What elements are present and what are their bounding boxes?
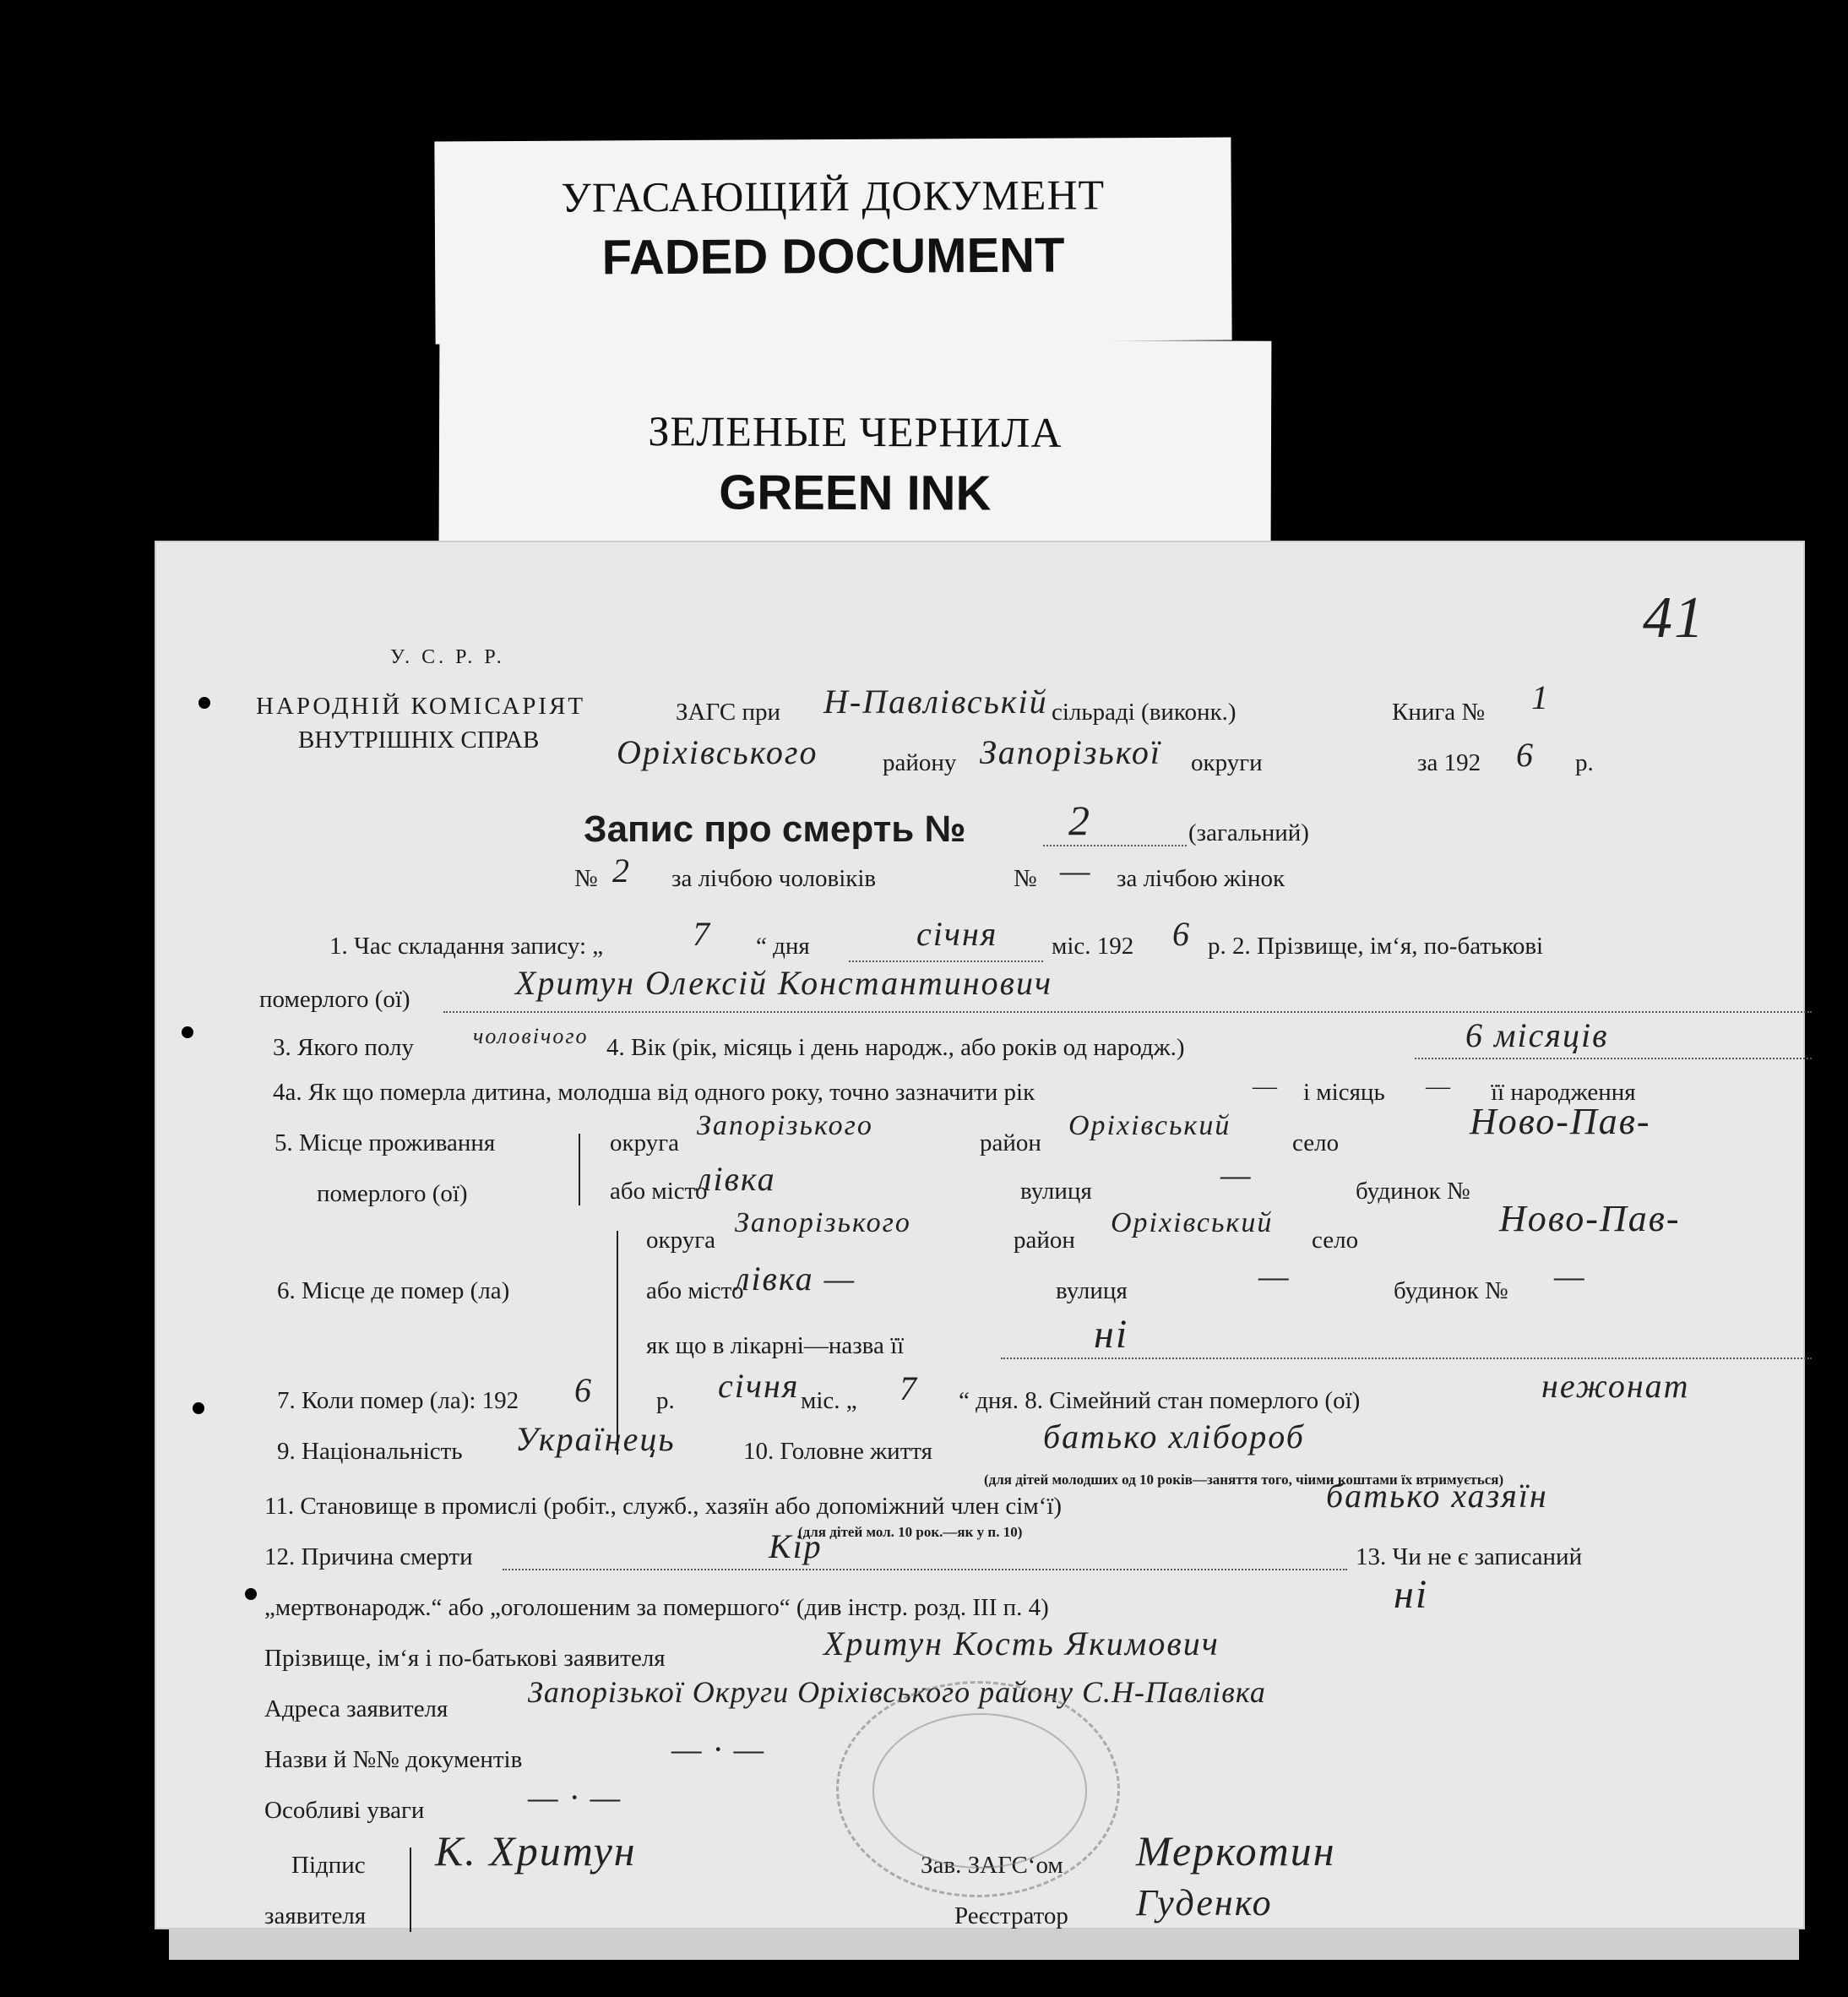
notes-label: Особливі уваги: [264, 1797, 425, 1824]
field4-label: 4. Вік (рік, місяць і день народж., або років од народж.): [606, 1034, 1185, 1061]
field2-line: [443, 1011, 1812, 1013]
field6-vul-value: —: [1258, 1257, 1291, 1295]
field5-label-line2: померлого (ої): [317, 1180, 468, 1207]
documents-label: Назви й №№ документів: [264, 1746, 523, 1773]
registrar-label: Реєстратор: [954, 1902, 1068, 1929]
district-label: району: [883, 749, 957, 776]
field6-misto-label: або місто: [646, 1277, 744, 1304]
record-number: 2: [1068, 797, 1091, 844]
year-pre: за 192: [1417, 749, 1481, 776]
field1-rest: р. 2. Прізвище, ім‘я, по-батькові: [1208, 933, 1544, 960]
green-ink-label: [439, 338, 1272, 543]
field5-brace: [579, 1134, 580, 1205]
field6-label: 6. Місце де помер (ла): [277, 1277, 510, 1304]
field5-raion-value: Оріхівський: [1068, 1110, 1231, 1141]
official-stamp: [836, 1681, 1120, 1897]
punch-hole: [193, 1402, 204, 1414]
registrar-signature: Гуденко: [1136, 1882, 1273, 1924]
applicant-name-label: Прізвище, ім‘я і по-батькові заявителя: [264, 1645, 666, 1672]
field6-misto-value: лівка —: [735, 1260, 856, 1298]
header-ussr: У. С. Р. Р.: [390, 646, 505, 668]
female-label: за лічбою жінок: [1117, 865, 1285, 892]
field3-label: 3. Якого полу: [273, 1034, 414, 1061]
field7-day: 7: [900, 1369, 918, 1407]
record-number-line: [1043, 845, 1187, 846]
field6-raion-label: район: [1014, 1227, 1075, 1254]
field1-label: 1. Час складання запису: „: [329, 933, 604, 960]
field4a-dash1: —: [1253, 1073, 1277, 1100]
field4-line: [1415, 1058, 1812, 1059]
stamp-inner-ring: [872, 1713, 1087, 1869]
field10-note: (для дітей молодших од 10 років—заняття того, чіими коштами їх втримується): [984, 1472, 1504, 1488]
field6-bud-label: будинок №: [1394, 1277, 1508, 1304]
faded-label-ru: УГАСАЮЩИЙ ДОКУМЕНТ: [561, 171, 1106, 221]
form-title: Запис про смерть №: [584, 808, 966, 850]
field1-year: 6: [1172, 915, 1191, 953]
field7-month: січня: [718, 1367, 800, 1405]
field6-selo-value: Ново-Пав-: [1499, 1198, 1681, 1239]
field10-value: батько хлібороб: [1043, 1417, 1305, 1456]
field5-bud-label: будинок №: [1356, 1178, 1470, 1205]
district-value: Оріхівського: [617, 733, 818, 771]
field5-okruha-label: округа: [610, 1129, 679, 1156]
field1-month: січня: [916, 915, 998, 953]
zags-pre-label: ЗАГС при: [676, 699, 780, 726]
field12-label: 12. Причина смерти: [264, 1543, 473, 1570]
field6-okruha-value: Запорізького: [735, 1207, 911, 1238]
female-number: —: [1060, 852, 1092, 890]
field10-label: 10. Головне життя: [743, 1438, 932, 1465]
punch-hole: [198, 697, 210, 709]
notes-value: — · —: [528, 1778, 622, 1816]
ink-label-ru: ЗЕЛЕНЫЕ ЧЕРНИЛА: [648, 407, 1063, 456]
field5-vul-label: вулиця: [1020, 1178, 1092, 1205]
signature-label-line2: заявителя: [264, 1902, 367, 1929]
field2-value: Хритун Олексій Константинович: [515, 964, 1053, 1002]
field5-raion-label: район: [980, 1129, 1041, 1156]
field5-misto-label: або місто: [610, 1178, 708, 1205]
field5-selo-label: село: [1292, 1129, 1340, 1156]
field5-selo-value: Ново-Пав-: [1470, 1101, 1651, 1142]
zags-head-label: Зав. ЗАГС‘ом: [921, 1852, 1063, 1879]
faded-document-label: [434, 138, 1231, 345]
female-no-prefix: №: [1014, 865, 1037, 892]
applicant-signature: К. Хритун: [435, 1827, 637, 1875]
book-label: Книга №: [1392, 699, 1486, 726]
field4a-end: її народження: [1491, 1079, 1636, 1106]
field2-label: померлого (ої): [259, 986, 410, 1013]
applicant-name-value: Хритун Кость Якимович: [823, 1624, 1220, 1662]
zags-head-signature: Меркотин: [1136, 1827, 1336, 1875]
okruha-value: Запорізької: [980, 733, 1162, 771]
general-label: (загальний): [1188, 819, 1309, 846]
field6-hospital-label: як що в лікарні—назва її: [646, 1332, 905, 1359]
male-number: 2: [612, 852, 631, 890]
field11-label: 11. Становище в промислі (робіт., служб., хазяїн або допоміжний член сім‘ї): [264, 1493, 1063, 1520]
field6-selo-label: село: [1312, 1227, 1359, 1254]
field5-misto-value: лівка: [697, 1160, 776, 1198]
header-commissariat-line1: НАРОДНІЙ КОМІСАРІЯТ: [256, 693, 586, 720]
field4a-dash2: —: [1426, 1073, 1450, 1100]
applicant-address-value: Запорізької Округи Оріхівського району С.Н-Павлівка: [528, 1675, 1266, 1709]
field13-label: 13. Чи не є записаний: [1356, 1543, 1583, 1570]
signature-brace: [410, 1847, 411, 1932]
field13-label-line2: „мертвонародж.“ або „оголошеним за помершого“ (див інстр. розд. III п. 4): [264, 1594, 1049, 1621]
field1-day-post: “ дня: [756, 933, 810, 960]
field6-hospital-value: ні: [1094, 1312, 1129, 1357]
zags-village-value: Н-Павлівській: [823, 683, 1048, 721]
field4-value: 6 місяців: [1465, 1016, 1609, 1054]
field1-mis: міс. 192: [1052, 933, 1134, 960]
field1-month-line: [849, 960, 1043, 962]
male-no-prefix: №: [574, 865, 598, 892]
header-commissariat-line2: ВНУТРІШНІХ СПРАВ: [298, 726, 540, 754]
punch-hole: [245, 1588, 257, 1600]
faded-label-en: FADED DOCUMENT: [601, 227, 1065, 286]
field6-okruha-label: округа: [646, 1227, 715, 1254]
field12-value: Кір: [769, 1527, 823, 1565]
field1-day: 7: [693, 915, 711, 953]
field11-note: (для дітей мол. 10 рок.—як у п. 10): [798, 1524, 1023, 1540]
field7-r: р.: [656, 1387, 675, 1414]
field4a-label: 4а. Як що померла дитина, молодша від одного року, точно зазначити рік: [273, 1079, 1035, 1106]
field6-raion-value: Оріхівський: [1111, 1207, 1274, 1238]
field9-value: Українець: [515, 1420, 676, 1458]
field8-value: нежонат: [1541, 1367, 1690, 1405]
field7-rest: “ дня. 8. Сімейний стан померлого (ої): [959, 1387, 1361, 1414]
field13-value: ні: [1394, 1572, 1429, 1617]
field6-vul-label: вулиця: [1056, 1277, 1128, 1304]
field12-line: [503, 1569, 1347, 1570]
signature-label-line1: Підпис: [291, 1852, 366, 1879]
field5-vul-value: —: [1220, 1156, 1253, 1194]
field6-hospital-line: [1001, 1358, 1812, 1359]
applicant-address-label: Адреса заявителя: [264, 1695, 448, 1722]
field11-value: батько хазяїн: [1326, 1477, 1548, 1515]
year-value: 6: [1516, 736, 1535, 774]
field4a-mid: і місяць: [1303, 1079, 1385, 1106]
field5-okruha-value: Запорізького: [697, 1110, 873, 1141]
field6-bud-value: —: [1554, 1257, 1586, 1295]
ink-label-en: GREEN INK: [719, 465, 992, 521]
field3-value: чоловічого: [473, 1024, 589, 1048]
male-label: за лічбою чоловіків: [671, 865, 877, 892]
year-post: р.: [1575, 749, 1594, 776]
zags-post-label: сільраді (виконк.): [1052, 699, 1237, 726]
documents-value: — · —: [671, 1730, 766, 1768]
field7-label: 7. Коли помер (ла): 192: [277, 1387, 519, 1414]
punch-hole: [182, 1026, 193, 1038]
field7-year: 6: [574, 1371, 593, 1409]
field9-label: 9. Національність: [277, 1438, 463, 1465]
page-number: 41: [1643, 585, 1705, 650]
field5-label-line1: 5. Місце проживання: [274, 1129, 496, 1156]
okruha-label: округи: [1191, 749, 1263, 776]
book-value: 1: [1531, 678, 1550, 716]
field7-mis: міс. „: [801, 1387, 857, 1414]
